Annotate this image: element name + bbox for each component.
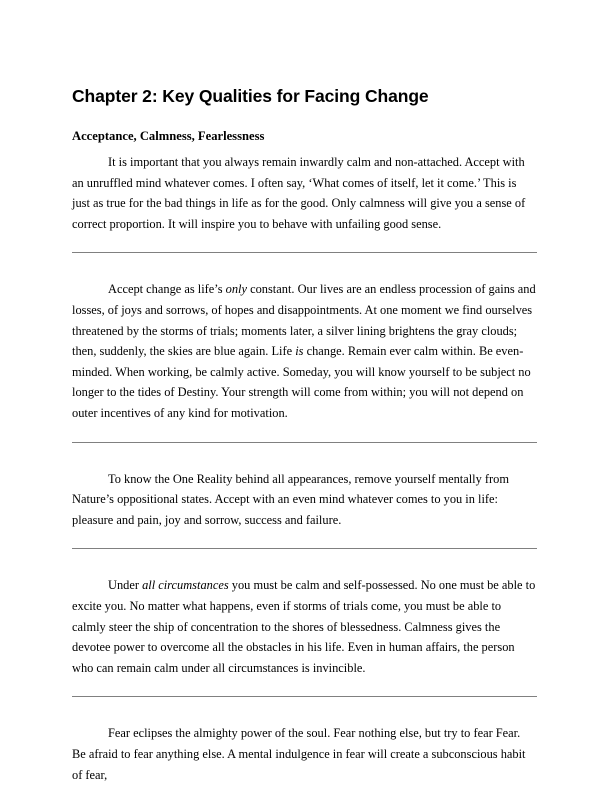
body-paragraph: Fear eclipses the almighty power of the soul. Fear nothing else, but try to fear Fear. Be afraid to fear anything else. A mental indulgence in fear will create a subconscious habit of fear, — [72, 726, 526, 782]
paragraph-divider-4-wrap — [72, 678, 537, 716]
section-heading: Acceptance, Calmness, Fearlessness — [72, 129, 265, 143]
paragraph-divider-3-wrap — [72, 530, 537, 568]
paragraph-block-5 — [72, 716, 537, 785]
paragraph-divider — [72, 442, 537, 443]
paragraph-divider-2-wrap — [72, 424, 537, 462]
paragraph-block-1 — [72, 144, 537, 234]
body-paragraph: Under all circumstances you must be calm and self-possessed. No one must be able to excite you. No matter what happens, even if storms of trials come, you must be able to calmly steer the ship of concentration to the shores of blessedness. Calmness gives the devotee power to overcome all the obstacles in his life. Even in human affairs, the person who can remain calm under all circumstances is invincible. — [72, 578, 536, 675]
emphasis-text: is — [295, 344, 304, 359]
paragraph-block-4 — [72, 568, 537, 678]
body-paragraph: Accept change as life’s only constant. Our lives are an endless procession of gains and losses, of joys and sorrows, of hopes and disappointments. At one moment we find ourselves threatened by the storms of trials; moments later, a silver lining brightens the gray clouds; then, suddenly, the skies are blue again. Life is change. Remain ever calm within. Be even-minded. When working, be calmly active. Someday, you will know yourself to be subject no longer to the tides of Destiny. Your strength will come from within; you will not depend on outer incentives of any kind for motivation. — [72, 282, 536, 421]
paragraph-block-2 — [72, 272, 537, 423]
paragraph-block-3 — [72, 462, 537, 531]
paragraph-divider — [72, 548, 537, 549]
paragraph-divider-1-wrap — [72, 234, 537, 272]
emphasis-text: only — [225, 282, 247, 297]
paragraph-divider — [72, 252, 537, 253]
body-paragraph: To know the One Reality behind all appearances, remove yourself mentally from Nature’s oppositional states. Accept with an even mind whatever comes to you in life: pleasure and pain, joy and sorrow, success and failure. — [72, 471, 510, 527]
paragraph-divider — [72, 696, 537, 697]
page-content — [72, 0, 537, 785]
page-title: Chapter 2: Key Qualities for Facing Change — [72, 86, 429, 106]
body-paragraph: It is important that you always remain inwardly calm and non-attached. Accept with an unruffled mind whatever comes. I often say, ‘What comes of itself, let it come.’ This is just as true for the bad things in life as for the good. Only calmness will give you a sense of correct proportion. It will inspire you to behave with unfailing good sense. — [72, 155, 526, 231]
emphasis-text: all circumstances — [142, 578, 229, 593]
